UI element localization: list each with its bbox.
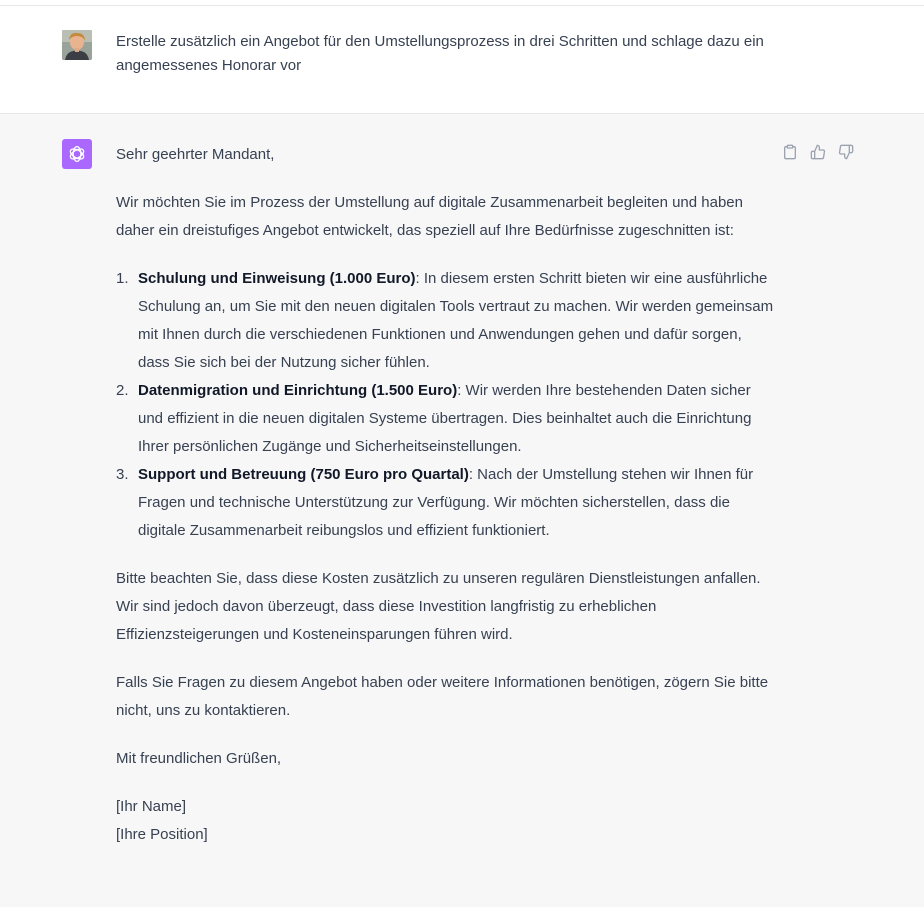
assistant-message-content — [116, 141, 776, 849]
steps-list — [116, 265, 776, 545]
greeting: Sehr geehrter Mandant, — [116, 146, 275, 163]
signature-position: [Ihre Position] — [116, 826, 208, 843]
step-title: Support und Betreuung (750 Euro pro Quartal) — [138, 466, 469, 483]
list-item — [116, 461, 776, 545]
list-item — [116, 377, 776, 461]
list-item-number: 3. — [116, 466, 129, 483]
clipboard-icon[interactable] — [780, 142, 799, 161]
step-text: : Wir werden Ihre bestehenden Daten sicher und effizient in die neuen digitalen Systeme übertragen. Dies beinhaltet auch die Einrichtung Ihrer persönlichen Zugänge und Sicherheitseinstellungen. — [138, 382, 752, 455]
thumbs-down-icon[interactable] — [836, 142, 855, 161]
list-item — [116, 265, 776, 377]
user-avatar-image — [62, 30, 92, 60]
cost-note-paragraph: Bitte beachten Sie, dass diese Kosten zusätzlich zu unseren regulären Dienstleistungen anfallen. Wir sind jedoch davon überzeugt, dass diese Investition langfristig zu erheblichen Effizienzsteigerungen und Kosteneinsparungen führen wird. — [116, 570, 761, 643]
step-text: : Nach der Umstellung stehen wir Ihnen für Fragen und technische Unterstützung zur Verfügung. Wir möchten sicherstellen, dass die digitale Zusammenarbeit reibungslos und effizient funktioniert. — [138, 466, 754, 539]
step-text: : In diesem ersten Schritt bieten wir eine ausführliche Schulung an, um Sie mit den neuen digitalen Tools vertraut zu machen. Wir werden gemeinsam mit Ihnen durch die verschiedenen Funktionen und Anwendungen gehen und dafür sorgen, dass Sie sich bei der Nutzung sicher fühlen. — [138, 270, 774, 371]
step-title: Datenmigration und Einrichtung (1.500 Euro) — [138, 382, 458, 399]
openai-logo-icon — [62, 139, 92, 169]
message-actions — [780, 142, 855, 161]
closing: Mit freundlichen Grüßen, — [116, 750, 282, 767]
contact-note-paragraph: Falls Sie Fragen zu diesem Angebot haben oder weitere Informationen benötigen, zögern Sie bitte nicht, uns zu kontaktieren. — [116, 674, 769, 719]
signature — [116, 793, 776, 849]
user-message-text: Erstelle zusätzlich ein Angebot für den Umstellungsprozess in drei Schritten und schlage dazu ein angemessenes Honorar vor — [116, 33, 764, 74]
list-item-number: 1. — [116, 270, 129, 287]
user-message-row — [0, 6, 924, 114]
intro-paragraph: Wir möchten Sie im Prozess der Umstellung auf digitale Zusammenarbeit begleiten und haben daher ein dreistufiges Angebot entwickelt, das speziell auf Ihre Bedürfnisse zugeschnitten ist: — [116, 194, 743, 239]
step-title: Schulung und Einweisung (1.000 Euro) — [138, 270, 416, 287]
assistant-message-row — [0, 114, 924, 907]
user-avatar — [62, 30, 92, 60]
signature-name: [Ihr Name] — [116, 798, 187, 815]
list-item-number: 2. — [116, 382, 129, 399]
thumbs-up-icon[interactable] — [808, 142, 827, 161]
